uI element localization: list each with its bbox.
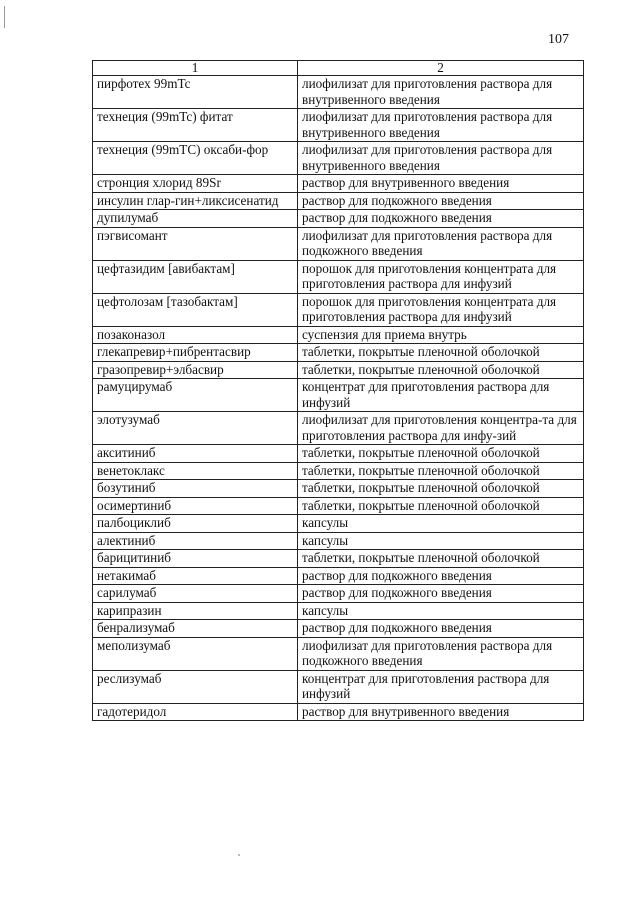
drug-name-cell: барицитиниб — [93, 550, 298, 568]
dosage-form-cell: лиофилизат для приготовления раствора для подкожного введения — [298, 637, 584, 670]
dosage-form-cell: таблетки, покрытые пленочной оболочкой — [298, 497, 584, 515]
dosage-form-cell: раствор для подкожного введения — [298, 585, 584, 603]
drug-name-cell: элотузумаб — [93, 412, 298, 445]
dosage-form-cell: порошок для приготовления концентрата для приготовления раствора для инфузий — [298, 293, 584, 326]
table-row — [93, 637, 584, 670]
drug-name-cell: глекапревир+пибрентасвир — [93, 344, 298, 362]
dosage-form-cell: лиофилизат для приготовления раствора для внутривенного введения — [298, 76, 584, 109]
table-row — [93, 142, 584, 175]
table-row — [93, 462, 584, 480]
dosage-form-cell: раствор для внутривенного введения — [298, 175, 584, 193]
table-row — [93, 412, 584, 445]
table-row — [93, 326, 584, 344]
drug-name-cell: технеция (99mTC) оксаби-фор — [93, 142, 298, 175]
dosage-form-cell: лиофилизат для приготовления раствора для внутривенного введения — [298, 142, 584, 175]
dosage-form-cell: раствор для подкожного введения — [298, 192, 584, 210]
table-body — [93, 76, 584, 721]
dosage-form-cell: капсулы — [298, 515, 584, 533]
table-row — [93, 227, 584, 260]
dosage-form-cell: лиофилизат для приготовления раствора для подкожного введения — [298, 227, 584, 260]
page-number: 107 — [548, 32, 569, 47]
dosage-form-cell: таблетки, покрытые пленочной оболочкой — [298, 361, 584, 379]
drug-name-cell: гадотеридол — [93, 703, 298, 721]
table-row — [93, 585, 584, 603]
table-row — [93, 260, 584, 293]
dosage-form-cell: таблетки, покрытые пленочной оболочкой — [298, 445, 584, 463]
table-row — [93, 480, 584, 498]
drug-name-cell: пэгвисомант — [93, 227, 298, 260]
drug-name-cell: стронция хлорид 89Sr — [93, 175, 298, 193]
table-row — [93, 532, 584, 550]
drug-name-cell: инсулин глар-гин+ликсисенатид — [93, 192, 298, 210]
scan-speck — [238, 854, 240, 856]
drug-name-cell: гразопревир+элбасвир — [93, 361, 298, 379]
drug-name-cell: алектиниб — [93, 532, 298, 550]
drug-name-cell: меполизумаб — [93, 637, 298, 670]
drug-name-cell: рамуцирумаб — [93, 379, 298, 412]
table-row — [93, 109, 584, 142]
table-row — [93, 76, 584, 109]
table-row — [93, 210, 584, 228]
drug-name-cell: технеция (99mTc) фитат — [93, 109, 298, 142]
dosage-form-cell: концентрат для приготовления раствора для инфузий — [298, 379, 584, 412]
dosage-form-cell: капсулы — [298, 532, 584, 550]
dosage-form-cell: раствор для подкожного введения — [298, 620, 584, 638]
table-row — [93, 620, 584, 638]
dosage-form-cell: раствор для внутривенного введения — [298, 703, 584, 721]
column-header-2: 2 — [298, 61, 584, 76]
drug-name-cell: дупилумаб — [93, 210, 298, 228]
drug-table — [92, 60, 584, 721]
drug-name-cell: сарилумаб — [93, 585, 298, 603]
dosage-form-cell: лиофилизат для приготовления раствора для внутривенного введения — [298, 109, 584, 142]
table-row — [93, 497, 584, 515]
dosage-form-cell: таблетки, покрытые пленочной оболочкой — [298, 462, 584, 480]
table-row — [93, 445, 584, 463]
dosage-form-cell: таблетки, покрытые пленочной оболочкой — [298, 550, 584, 568]
table-row — [93, 293, 584, 326]
table-header-row — [93, 61, 584, 76]
table-row — [93, 175, 584, 193]
table-row — [93, 344, 584, 362]
drug-name-cell: венетоклакс — [93, 462, 298, 480]
margin-mark — [4, 6, 5, 28]
dosage-form-cell: раствор для подкожного введения — [298, 567, 584, 585]
drug-name-cell: реслизумаб — [93, 670, 298, 703]
drug-name-cell: акситиниб — [93, 445, 298, 463]
dosage-form-cell: концентрат для приготовления раствора для инфузий — [298, 670, 584, 703]
drug-name-cell: бенрализумаб — [93, 620, 298, 638]
drug-name-cell: палбоциклиб — [93, 515, 298, 533]
drug-name-cell: позаконазол — [93, 326, 298, 344]
drug-name-cell: пирфотех 99mTc — [93, 76, 298, 109]
drug-name-cell: бозутиниб — [93, 480, 298, 498]
drug-name-cell: осимертиниб — [93, 497, 298, 515]
table-row — [93, 379, 584, 412]
dosage-form-cell: суспензия для приема внутрь — [298, 326, 584, 344]
drug-name-cell: нетакимаб — [93, 567, 298, 585]
table-row — [93, 670, 584, 703]
dosage-form-cell: лиофилизат для приготовления концентра-та для приготовления раствора для инфу-зий — [298, 412, 584, 445]
drug-name-cell: цефтазидим [авибактам] — [93, 260, 298, 293]
table-row — [93, 567, 584, 585]
dosage-form-cell: порошок для приготовления концентрата для приготовления раствора для инфузий — [298, 260, 584, 293]
table-row — [93, 550, 584, 568]
table-row — [93, 703, 584, 721]
drug-name-cell: карипразин — [93, 602, 298, 620]
dosage-form-cell: таблетки, покрытые пленочной оболочкой — [298, 344, 584, 362]
column-header-1: 1 — [93, 61, 298, 76]
table-row — [93, 515, 584, 533]
table-row — [93, 361, 584, 379]
dosage-form-cell: таблетки, покрытые пленочной оболочкой — [298, 480, 584, 498]
dosage-form-cell: раствор для подкожного введения — [298, 210, 584, 228]
drug-name-cell: цефтолозам [тазобактам] — [93, 293, 298, 326]
table-row — [93, 192, 584, 210]
table-row — [93, 602, 584, 620]
dosage-form-cell: капсулы — [298, 602, 584, 620]
